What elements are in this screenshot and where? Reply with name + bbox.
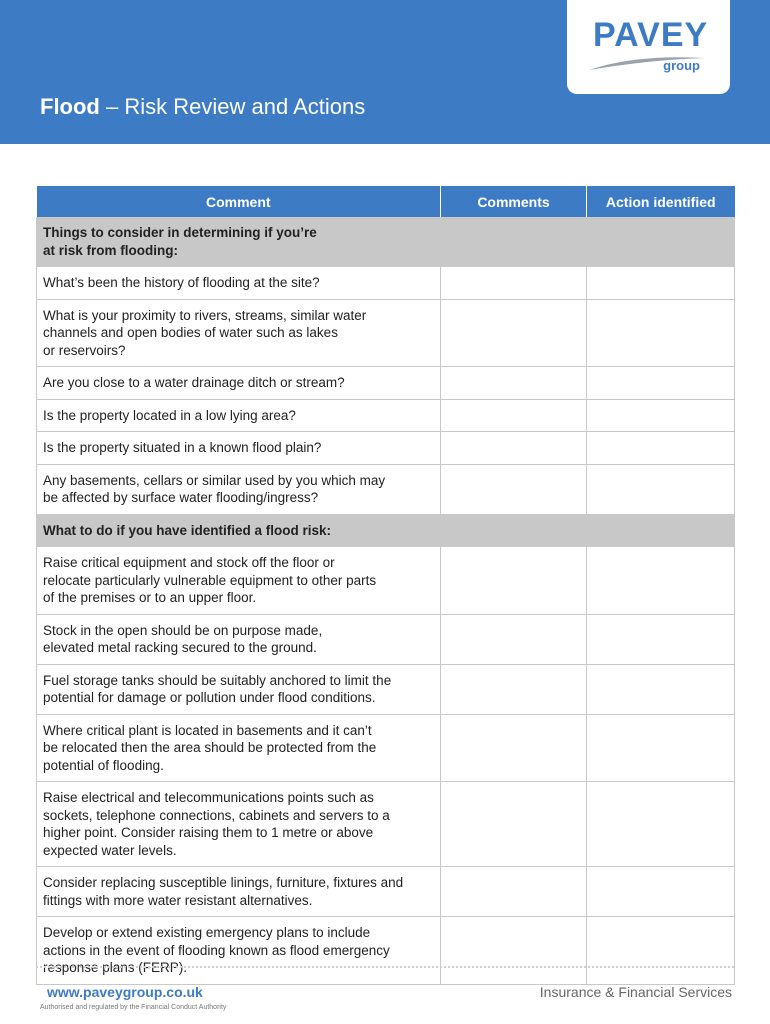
comments-cell[interactable]	[441, 867, 587, 917]
footer-regulation-note: Authorised and regulated by the Financial Conduct Authority	[40, 1004, 227, 1011]
column-header-comments: Comments	[441, 186, 587, 217]
item-text: What’s been the history of flooding at the site?	[37, 267, 441, 300]
section-header-text: Things to consider in determining if you’re at risk from flooding:	[37, 217, 735, 267]
comments-cell[interactable]	[441, 917, 587, 985]
comments-cell[interactable]	[441, 464, 587, 514]
page-title-rest: – Risk Review and Actions	[99, 94, 366, 119]
table-body	[37, 217, 735, 984]
item-text: Raise electrical and telecommunications points such as sockets, telephone connections, cabinets and servers to a higher point. Consider raising them to 1 metre or above expected water levels.	[37, 782, 441, 867]
action-identified-cell[interactable]	[587, 782, 735, 867]
item-text: Any basements, cellars or similar used by you which may be affected by surface water flooding/ingress?	[37, 464, 441, 514]
action-identified-cell[interactable]	[587, 267, 735, 300]
footer-website-link[interactable]: www.paveygroup.co.uk	[47, 984, 203, 1000]
comments-cell[interactable]	[441, 367, 587, 400]
comments-cell[interactable]	[441, 664, 587, 714]
comments-cell[interactable]	[441, 432, 587, 465]
table-row	[37, 714, 735, 782]
risk-review-table	[36, 186, 735, 985]
table-row	[37, 917, 735, 985]
table-row	[37, 614, 735, 664]
item-text: Are you close to a water drainage ditch or stream?	[37, 367, 441, 400]
item-text: Is the property situated in a known flood plain?	[37, 432, 441, 465]
comments-cell[interactable]	[441, 267, 587, 300]
item-text: What is your proximity to rivers, streams, similar water channels and open bodies of water such as lakes or reservoirs?	[37, 299, 441, 367]
comments-cell[interactable]	[441, 299, 587, 367]
action-identified-cell[interactable]	[587, 399, 735, 432]
action-identified-cell[interactable]	[587, 714, 735, 782]
action-identified-cell[interactable]	[587, 547, 735, 615]
action-identified-cell[interactable]	[587, 464, 735, 514]
page-title	[40, 94, 365, 120]
table-row	[37, 299, 735, 367]
item-text: Is the property located in a low lying area?	[37, 399, 441, 432]
item-text: Fuel storage tanks should be suitably anchored to limit the potential for damage or pollution under flood conditions.	[37, 664, 441, 714]
comments-cell[interactable]	[441, 614, 587, 664]
table-row	[37, 867, 735, 917]
logo-wordmark: PAVEY	[593, 16, 709, 54]
logo	[567, 0, 730, 94]
section-header-row	[37, 217, 735, 267]
action-identified-cell[interactable]	[587, 867, 735, 917]
table-row	[37, 399, 735, 432]
section-header-text: What to do if you have identified a flood risk:	[37, 514, 735, 547]
table-row	[37, 547, 735, 615]
item-text: Raise critical equipment and stock off the floor or relocate particularly vulnerable equipment to other parts of the premises or to an upper floor.	[37, 547, 441, 615]
comments-cell[interactable]	[441, 399, 587, 432]
action-identified-cell[interactable]	[587, 367, 735, 400]
comments-cell[interactable]	[441, 547, 587, 615]
table-row	[37, 267, 735, 300]
column-header-comment: Comment	[37, 186, 441, 217]
comments-cell[interactable]	[441, 714, 587, 782]
action-identified-cell[interactable]	[587, 299, 735, 367]
footer-tagline: Insurance & Financial Services	[539, 984, 732, 1000]
table-row	[37, 432, 735, 465]
comments-cell[interactable]	[441, 782, 587, 867]
item-text: Consider replacing susceptible linings, furniture, fixtures and fittings with more water resistant alternatives.	[37, 867, 441, 917]
item-text: Where critical plant is located in basements and it can’t be relocated then the area should be protected from the potential of flooding.	[37, 714, 441, 782]
table-header-row	[37, 186, 735, 217]
action-identified-cell[interactable]	[587, 664, 735, 714]
footer-divider	[36, 966, 734, 968]
section-header-row	[37, 514, 735, 547]
action-identified-cell[interactable]	[587, 432, 735, 465]
table-row	[37, 664, 735, 714]
action-identified-cell[interactable]	[587, 917, 735, 985]
table-row	[37, 367, 735, 400]
page-title-bold: Flood	[40, 94, 100, 119]
table-row	[37, 782, 735, 867]
item-text: Develop or extend existing emergency plans to include actions in the event of flooding known as flood emergency response plans (FERP).	[37, 917, 441, 985]
column-header-action-identified: Action identified	[587, 186, 735, 217]
item-text: Stock in the open should be on purpose made, elevated metal racking secured to the ground.	[37, 614, 441, 664]
action-identified-cell[interactable]	[587, 614, 735, 664]
table-row	[37, 464, 735, 514]
logo-subtext: group	[663, 58, 700, 73]
